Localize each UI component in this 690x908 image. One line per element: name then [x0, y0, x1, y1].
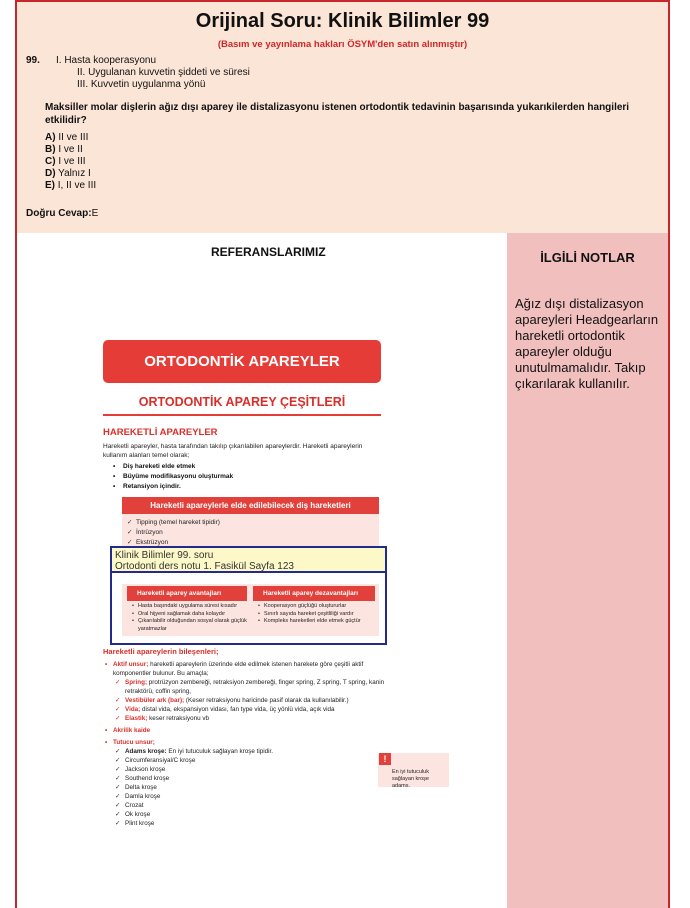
book-intro-paragraph: Hareketli apareyler, hasta tarafından takılıp çıkarılabilen apareylerdir. Hareketli apareylerin kullanım alanları temel olarak;: [103, 443, 363, 459]
book-section-heading: HAREKETLİ APAREYLER: [103, 427, 218, 438]
correct-answer: [26, 208, 98, 219]
disadvantages-title: Hareketli aparey dezavantajları: [253, 586, 375, 601]
exclamation-icon: !: [379, 753, 391, 765]
list-item: ✓ İntrüzyon: [127, 528, 220, 538]
list-item: ✓ Ok kroşe: [103, 810, 393, 819]
list-item: • Çıkarılabilir olduğundan sosyal olarak güçlük yaratmazlar: [132, 618, 250, 633]
list-item: ✓ Tipping (temel hareket tipidir): [127, 518, 220, 528]
notes-body: Ağız dışı distalizasyon apareyleri Headgearların hareketli ortodontik apareyler olduğu unutulmamalıdır. Takıp çıkarılarak kullanılır.: [515, 296, 659, 391]
component-label: Tutucu unsur;: [113, 739, 155, 746]
component-label: Vida;: [125, 706, 141, 713]
list-item: [103, 726, 393, 735]
component-label: Vestibüler ark (bar);: [125, 697, 185, 704]
movements-list: [127, 518, 220, 548]
book-banner: ORTODONTİK APAREYLER: [103, 340, 381, 383]
list-item: ✓ Delta kroşe: [103, 783, 393, 792]
premise-2: II. Uygulanan kuvvetin şiddeti ve süresi: [77, 67, 250, 78]
list-item: • Sınırlı sayıda hareket çeşitliliği vardır: [258, 611, 376, 619]
component-text: keser retraksiyonu vb: [147, 715, 210, 722]
list-item: ✓ Plint kroşe: [103, 819, 393, 828]
page-title: Orijinal Soru: Klinik Bilimler 99: [195, 10, 490, 32]
copyright-notice: (Basım ve yayınlama hakları ÖSYM'den satın alınmıştır): [217, 39, 468, 50]
list-item: [103, 738, 393, 747]
premise-3: III. Kuvvetin uygulanma yönü: [77, 79, 206, 90]
option-key: A): [45, 132, 56, 143]
question-panel: [17, 2, 668, 233]
movements-title-bar: Hareketli apareylerle elde edilebilecek diş hareketleri: [122, 497, 379, 514]
components-list: [103, 660, 393, 828]
list-item: • Kompleks hareketleri elde etmek güçtür: [258, 618, 376, 626]
question-number: 99.: [26, 55, 40, 66]
option-b: [45, 144, 83, 155]
option-key: B): [45, 144, 56, 155]
option-text: Yalnız I: [55, 168, 91, 179]
option-d: [45, 168, 91, 179]
uses-list: [113, 462, 233, 492]
answer-value: E: [91, 208, 99, 219]
references-title: REFERANSLARIMIZ: [211, 245, 326, 259]
question-stem: Maksiller molar dişlerin ağız dışı aparey ile distalizasyonu istenen ortodontik tedavinin başarısında yukarıkilerden hangileri etkilidir?: [45, 102, 630, 126]
book-subheading: ORTODONTİK APAREY ÇEŞİTLERİ: [138, 395, 346, 409]
list-item: • Retansiyon içindir.: [113, 482, 233, 492]
component-text: protrüzyon zembereği, retraksiyon zembereği, finger spring, Z spring, T spring, kanin retraktörü, coffin spring,: [125, 679, 385, 695]
callout-text: En iyi tutuculuk sağlayan kroşe adams.: [392, 769, 429, 789]
list-item: [103, 714, 393, 723]
list-item: • Oral hijyeni sağlamak daha kolaydır: [132, 611, 250, 619]
option-text: I ve II: [55, 144, 83, 155]
list-item: [103, 678, 393, 696]
list-item: • Kooperasyon güçlüğü oluştururlar: [258, 603, 376, 611]
reference-note-line-1: Klinik Bilimler 99. soru: [115, 550, 214, 561]
list-item: • Büyüme modifikasyonu oluşturmak: [113, 472, 233, 482]
list-item: [103, 705, 393, 714]
components-title: Hareketli apareylerin bileşenleri;: [103, 647, 219, 656]
option-text: I ve III: [55, 156, 86, 167]
component-text: En iyi tutuculuk sağlayan kroşe tipidir.: [166, 748, 274, 755]
component-text: (Keser retraksiyonu haricinde pasif olarak da kullanılabilir.): [184, 697, 349, 704]
list-item: ✓ Damla kroşe: [103, 792, 393, 801]
premise-1: I. Hasta kooperasyonu: [56, 55, 157, 66]
component-text: hareketli apareylerin üzerinde elde edilmek istenen harekete göre çeşitli aktif komponentler bulunur. Bu amaçla;: [113, 661, 364, 677]
list-item: ✓ Southend kroşe: [103, 774, 393, 783]
list-item: • Diş hareketi elde etmek: [113, 462, 233, 472]
list-item: [103, 747, 393, 756]
list-item: [103, 696, 393, 705]
component-label: Spring;: [125, 679, 148, 686]
component-label: Aktif unsur;: [113, 661, 149, 668]
list-item: ✓ Jackson kroşe: [103, 765, 393, 774]
list-item: ✓ Circumferansiyal/C kroşe: [103, 756, 393, 765]
option-text: II ve III: [55, 132, 89, 143]
list-item: [103, 660, 393, 678]
option-text: I, II ve III: [55, 180, 97, 191]
notes-panel: [507, 233, 668, 908]
option-key: C): [45, 156, 56, 167]
option-c: [45, 156, 86, 167]
answer-label: Doğru Cevap:: [26, 208, 92, 219]
advantages-title: Hareketli aparey avantajları: [127, 586, 247, 601]
option-key: E): [45, 180, 55, 191]
option-a: [45, 132, 88, 143]
highlight-frame: [110, 573, 387, 645]
option-e: [45, 180, 96, 191]
reference-note-line-2: Ortodonti ders notu 1. Fasikül Sayfa 123: [115, 561, 294, 572]
component-text: distal vida, ekspansiyon vidası, fan type vida, üç yönlü vida, açık vida: [140, 706, 335, 713]
list-item: • Hasta başındaki uygulama süresi kısadır: [132, 603, 250, 611]
component-label: Elastik;: [125, 715, 148, 722]
list-item: ✓ Ekstrüzyon: [127, 538, 220, 548]
component-label: Adams kroşe:: [125, 748, 167, 755]
reference-note-box: [110, 546, 387, 573]
list-item: ✓ Crozat: [103, 801, 393, 810]
subheading-underline: [103, 414, 381, 416]
notes-title: İLGİLİ NOTLAR: [540, 250, 635, 265]
option-key: D): [45, 168, 56, 179]
frame-right-border: [668, 0, 670, 908]
component-label: Akrilik kaide: [113, 727, 151, 734]
